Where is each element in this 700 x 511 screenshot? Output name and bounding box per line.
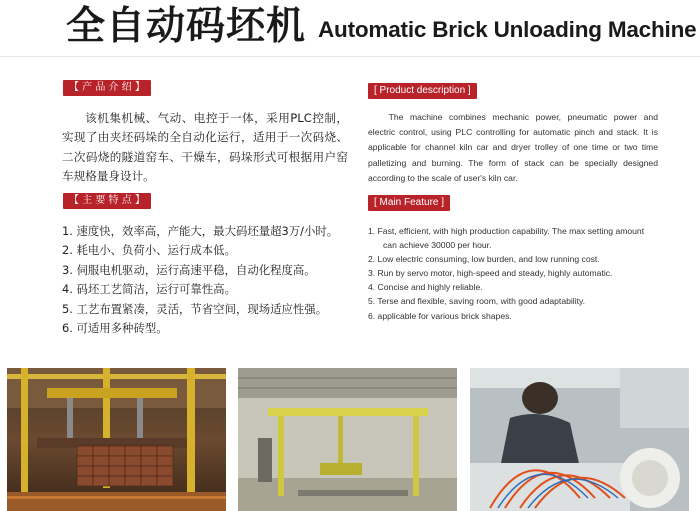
main-features-tag-cn: 【 主 要 特 点 】 <box>63 193 151 209</box>
feature-item-cn: 1. 速度快，效率高，产能大，最大码坯量超3万/小时。 <box>62 224 339 238</box>
feature-item-cn: 3. 伺服电机驱动，运行高速平稳，自动化程度高。 <box>62 262 316 277</box>
feature-item-cn: 4. 码坯工艺简洁，运行可靠性高。 <box>62 282 236 297</box>
feature-item-en: 5. Terse and flexible, saving room, with good adaptability. <box>368 296 586 307</box>
product-description-text-en: The machine combines mechanic power, pneumatic power and electric control, using PLC controlling for automatic pinch and stack. It is applicable for channel kiln car and dryer trolley of one time or two time palletizing and burning. The form of stack can be specially designed according to the scale of user's kiln car. <box>368 112 658 183</box>
feature-item-en: 4. Concise and highly reliable. <box>368 282 483 293</box>
product-intro-text-cn: 该机集机械、气动、电控于一体，采用PLC控制，实现了由夹坯码垛的全自动化运行，适用于一次码烧、二次码烧的隧道窑车、干燥车，码垛形式可根据用户窑车规格量身设计。 <box>62 111 348 184</box>
feature-item-cn: 5. 工艺布置紧凑，灵活，节省空间，现场适应性强。 <box>62 301 328 316</box>
main-feature-tag-en: [ Main Feature ] <box>368 195 450 211</box>
feature-item-en: 1. Fast, efficient, with high production capability. The max setting amount can achieve 30000 per hour. <box>368 226 645 251</box>
header-divider <box>0 56 700 57</box>
feature-item-en: 3. Run by servo motor, high-speed and steady, highly automatic. <box>368 268 613 279</box>
feature-item-en: 2. Low electric consuming, low burden, and low running cost. <box>368 254 600 265</box>
product-description-tag-en: [ Product description ] <box>368 83 477 99</box>
photo-brick-stacker <box>7 368 226 511</box>
photo-gantry-machine <box>238 368 457 511</box>
feature-item-en: 6. applicable for various brick shapes. <box>368 310 512 321</box>
page-title-cn: 全自动码坯机 <box>66 4 307 49</box>
features-list-cn <box>62 222 352 338</box>
product-intro-tag-cn: 【 产 品 介 绍 】 <box>63 80 151 96</box>
feature-item-cn: 6. 可适用多种砖型。 <box>62 321 168 336</box>
page-title-en: Automatic Brick Unloading Machine <box>318 17 697 42</box>
feature-item-cn: 2. 耗电小、负荷小、运行成本低。 <box>62 243 236 258</box>
features-list-en <box>368 224 660 323</box>
photo-technician-wiring <box>470 368 689 511</box>
